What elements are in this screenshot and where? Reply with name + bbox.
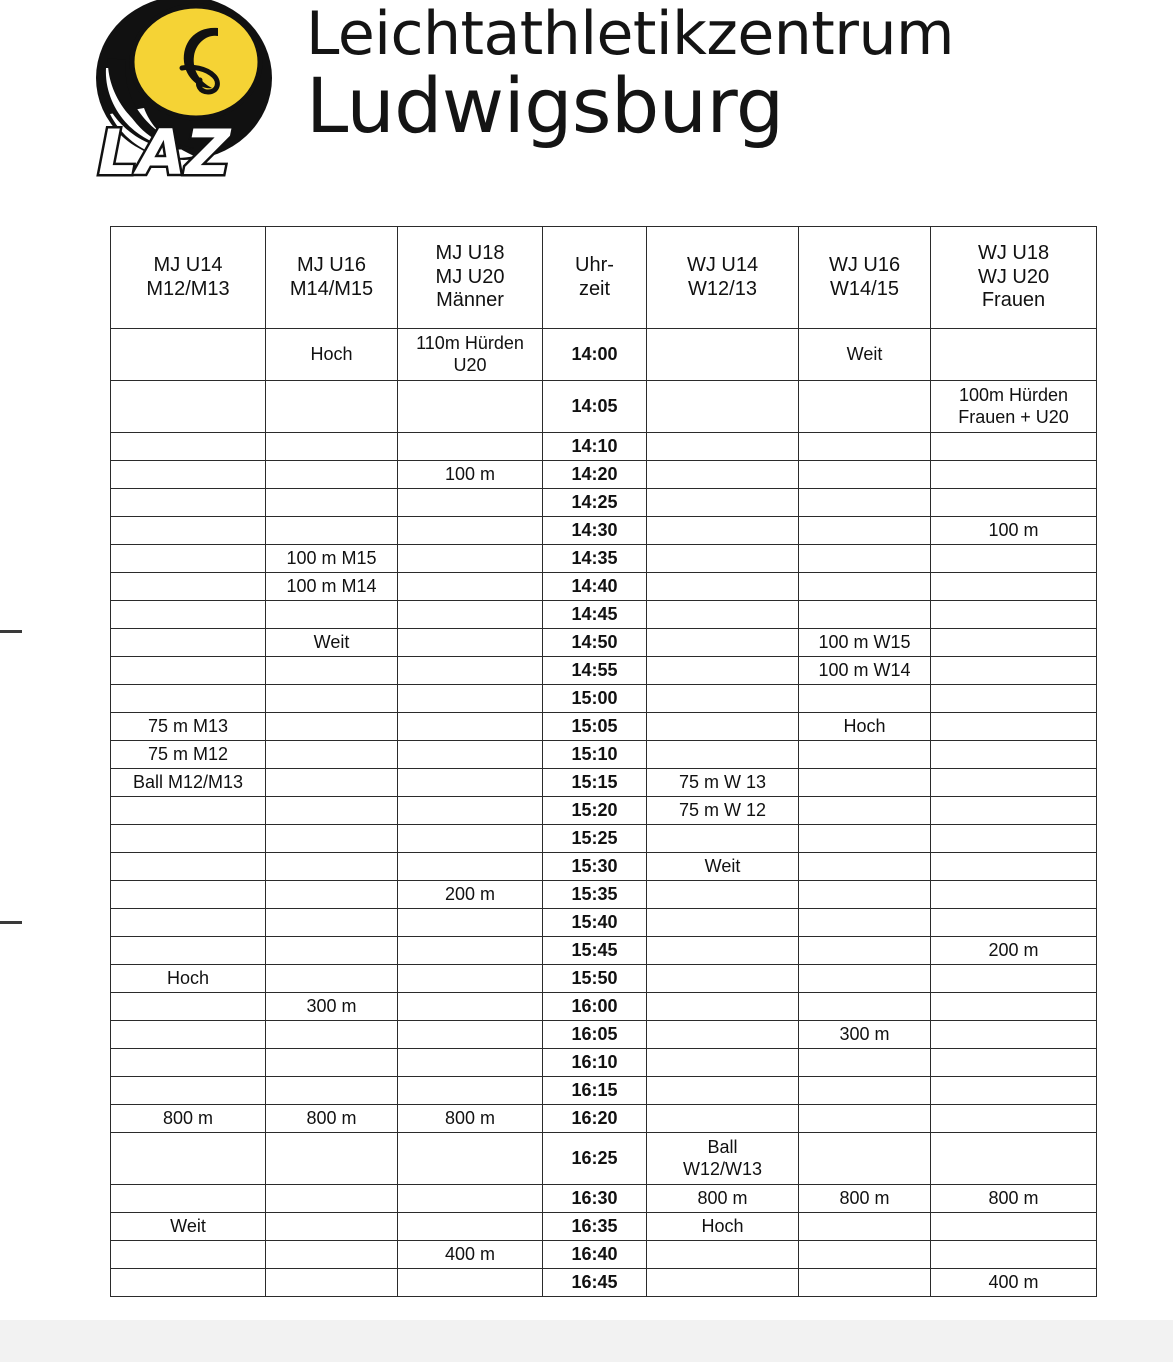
table-head — [111, 227, 1097, 329]
cell-mj-u18-u20 — [398, 1133, 543, 1185]
cell-mj-u14 — [111, 1269, 266, 1297]
laz-logo — [86, 0, 286, 196]
cell-wj-u16 — [799, 1077, 931, 1105]
cell-mj-u14 — [111, 1077, 266, 1105]
cell-wj-u16 — [799, 825, 931, 853]
cell-mj-u16 — [266, 1077, 398, 1105]
cell-mj-u16 — [266, 433, 398, 461]
cell-time: 16:05 — [543, 1021, 647, 1049]
title-block — [306, 0, 954, 151]
cell-wj-u18-u20: 800 m — [931, 1185, 1097, 1213]
cell-mj-u16 — [266, 881, 398, 909]
cell-wj-u16 — [799, 1269, 931, 1297]
cell-wj-u18-u20 — [931, 1105, 1097, 1133]
cell-mj-u14 — [111, 1185, 266, 1213]
col-header-mj-u14 — [111, 227, 266, 329]
cell-wj-u16 — [799, 853, 931, 881]
cell-mj-u16: 800 m — [266, 1105, 398, 1133]
cell-wj-u14 — [647, 329, 799, 381]
cell-wj-u18-u20 — [931, 545, 1097, 573]
cell-time: 15:45 — [543, 937, 647, 965]
cell-wj-u18-u20 — [931, 853, 1097, 881]
cell-wj-u16: 300 m — [799, 1021, 931, 1049]
cell-time: 16:15 — [543, 1077, 647, 1105]
col-header-mj-u16-line2: M14/M15 — [289, 277, 374, 300]
cell-time: 14:55 — [543, 657, 647, 685]
cell-wj-u16 — [799, 461, 931, 489]
cell-mj-u16 — [266, 769, 398, 797]
cell-wj-u18-u20 — [931, 769, 1097, 797]
cell-wj-u16: Hoch — [799, 713, 931, 741]
cell-mj-u14 — [111, 853, 266, 881]
col-header-uhrzeit-line1: Uhr- — [575, 253, 614, 276]
cell-mj-u16: 100 m M14 — [266, 573, 398, 601]
cell-mj-u16 — [266, 909, 398, 937]
cell-wj-u16 — [799, 797, 931, 825]
col-header-mj-u18-u20 — [398, 227, 543, 329]
cell-wj-u18-u20 — [931, 1241, 1097, 1269]
table-row — [111, 1213, 1097, 1241]
cell-time: 15:05 — [543, 713, 647, 741]
cell-mj-u16 — [266, 741, 398, 769]
cell-wj-u14 — [647, 601, 799, 629]
cell-mj-u18-u20 — [398, 657, 543, 685]
cell-wj-u18-u20 — [931, 329, 1097, 381]
cell-wj-u14: 75 m W 13 — [647, 769, 799, 797]
cell-time: 14:45 — [543, 601, 647, 629]
cell-mj-u14 — [111, 329, 266, 381]
cell-mj-u14: Hoch — [111, 965, 266, 993]
col-header-mj-u18-line3: Männer — [436, 289, 504, 312]
cell-time: 16:25 — [543, 1133, 647, 1185]
cell-time: 14:25 — [543, 489, 647, 517]
cell-wj-u14 — [647, 489, 799, 517]
col-header-mj-u18-line2: MJ U20 — [435, 265, 505, 288]
cell-wj-u18-u20: 400 m — [931, 1269, 1097, 1297]
cell-wj-u16 — [799, 1213, 931, 1241]
cell-mj-u16 — [266, 797, 398, 825]
cell-mj-u14: 800 m — [111, 1105, 266, 1133]
cell-wj-u14: 75 m W 12 — [647, 797, 799, 825]
cell-wj-u16 — [799, 937, 931, 965]
cell-wj-u14 — [647, 545, 799, 573]
cell-wj-u14 — [647, 1021, 799, 1049]
cell-wj-u14 — [647, 517, 799, 545]
cell-mj-u14: 75 m M12 — [111, 741, 266, 769]
cell-mj-u18-u20 — [398, 433, 543, 461]
cell-time: 16:30 — [543, 1185, 647, 1213]
cell-mj-u16: Hoch — [266, 329, 398, 381]
cell-mj-u18-u20: 800 m — [398, 1105, 543, 1133]
cell-wj-u14 — [647, 1105, 799, 1133]
cell-wj-u16 — [799, 517, 931, 545]
table-row — [111, 629, 1097, 657]
cell-wj-u16: 100 m W15 — [799, 629, 931, 657]
cell-mj-u16 — [266, 1269, 398, 1297]
cell-mj-u14 — [111, 517, 266, 545]
table-body — [111, 329, 1097, 1297]
cell-mj-u18-u20 — [398, 853, 543, 881]
col-header-wj-u14-line1: WJ U14 — [686, 253, 759, 276]
cell-wj-u16 — [799, 769, 931, 797]
cell-wj-u14 — [647, 1241, 799, 1269]
cell-wj-u18-u20 — [931, 881, 1097, 909]
table-row — [111, 1049, 1097, 1077]
cell-mj-u18-u20 — [398, 713, 543, 741]
cell-mj-u14 — [111, 629, 266, 657]
cell-time: 14:35 — [543, 545, 647, 573]
table-row — [111, 329, 1097, 381]
cell-wj-u14 — [647, 1269, 799, 1297]
cell-wj-u18-u20 — [931, 1133, 1097, 1185]
cell-wj-u16 — [799, 573, 931, 601]
cell-mj-u18-u20 — [398, 545, 543, 573]
cell-mj-u14 — [111, 601, 266, 629]
cell-mj-u18-u20 — [398, 517, 543, 545]
cell-mj-u18-u20 — [398, 825, 543, 853]
cell-mj-u18-u20: 100 m — [398, 461, 543, 489]
cell-wj-u18-u20 — [931, 1021, 1097, 1049]
cell-mj-u18-u20 — [398, 1049, 543, 1077]
cell-mj-u16 — [266, 853, 398, 881]
cell-mj-u18-u20 — [398, 1269, 543, 1297]
cell-wj-u18-u20 — [931, 685, 1097, 713]
cell-wj-u18-u20 — [931, 1213, 1097, 1241]
cell-wj-u16 — [799, 381, 931, 433]
cell-wj-u18-u20 — [931, 825, 1097, 853]
table-row — [111, 881, 1097, 909]
cell-mj-u14 — [111, 993, 266, 1021]
table-row — [111, 1133, 1097, 1185]
cell-wj-u18-u20: 200 m — [931, 937, 1097, 965]
cell-mj-u18-u20 — [398, 381, 543, 433]
col-header-mj-u14-line1: MJ U14 — [153, 253, 223, 276]
cell-mj-u16 — [266, 825, 398, 853]
col-header-uhrzeit-line2: zeit — [578, 277, 611, 300]
cell-wj-u14 — [647, 629, 799, 657]
table-row — [111, 937, 1097, 965]
table-row — [111, 601, 1097, 629]
cell-mj-u16 — [266, 1021, 398, 1049]
cell-wj-u14 — [647, 825, 799, 853]
cell-wj-u14 — [647, 685, 799, 713]
cell-wj-u16 — [799, 685, 931, 713]
cell-wj-u14: 800 m — [647, 1185, 799, 1213]
cell-wj-u14 — [647, 1077, 799, 1105]
cell-mj-u14 — [111, 433, 266, 461]
col-header-wj-u14 — [647, 227, 799, 329]
cell-time: 16:35 — [543, 1213, 647, 1241]
col-header-wj-u16-line2: W14/15 — [830, 277, 899, 300]
cell-mj-u14 — [111, 1133, 266, 1185]
cell-mj-u14 — [111, 489, 266, 517]
cell-mj-u14 — [111, 881, 266, 909]
cell-wj-u14 — [647, 909, 799, 937]
cell-time: 15:30 — [543, 853, 647, 881]
table-row — [111, 545, 1097, 573]
cell-mj-u16 — [266, 381, 398, 433]
table-row — [111, 461, 1097, 489]
cell-wj-u14: Hoch — [647, 1213, 799, 1241]
cell-time: 14:10 — [543, 433, 647, 461]
cell-wj-u18-u20 — [931, 993, 1097, 1021]
col-header-wj-u16 — [799, 227, 931, 329]
table-row — [111, 381, 1097, 433]
cell-time: 16:45 — [543, 1269, 647, 1297]
cell-wj-u18-u20 — [931, 657, 1097, 685]
cell-wj-u14 — [647, 713, 799, 741]
cell-wj-u14 — [647, 937, 799, 965]
cell-wj-u14 — [647, 381, 799, 433]
cell-mj-u18-u20: 110m Hürden U20 — [398, 329, 543, 381]
table-row — [111, 489, 1097, 517]
cell-wj-u18-u20 — [931, 433, 1097, 461]
logo-wordmark: LAZ — [98, 116, 231, 189]
cell-wj-u18-u20 — [931, 629, 1097, 657]
cell-wj-u16 — [799, 965, 931, 993]
cell-wj-u14 — [647, 965, 799, 993]
table-row — [111, 741, 1097, 769]
cell-mj-u16 — [266, 1213, 398, 1241]
cell-wj-u16 — [799, 881, 931, 909]
page-bottom-gutter — [0, 1320, 1173, 1362]
cell-mj-u14 — [111, 1241, 266, 1269]
table-row — [111, 965, 1097, 993]
table-row — [111, 993, 1097, 1021]
cell-mj-u14 — [111, 909, 266, 937]
cell-mj-u16 — [266, 489, 398, 517]
cell-wj-u18-u20 — [931, 741, 1097, 769]
cell-mj-u14 — [111, 685, 266, 713]
cell-wj-u16 — [799, 1049, 931, 1077]
table-row — [111, 1105, 1097, 1133]
cell-time: 15:10 — [543, 741, 647, 769]
cell-mj-u14 — [111, 1021, 266, 1049]
cell-mj-u14 — [111, 461, 266, 489]
cell-mj-u14 — [111, 825, 266, 853]
cell-time: 16:20 — [543, 1105, 647, 1133]
cell-mj-u16 — [266, 461, 398, 489]
cell-mj-u14 — [111, 1049, 266, 1077]
cell-wj-u18-u20 — [931, 1077, 1097, 1105]
col-header-mj-u16-line1: MJ U16 — [297, 253, 366, 276]
cell-mj-u14 — [111, 797, 266, 825]
document-header — [0, 0, 1173, 212]
col-header-uhrzeit — [543, 227, 647, 329]
cell-wj-u18-u20 — [931, 909, 1097, 937]
cell-time: 14:20 — [543, 461, 647, 489]
col-header-wj-u18-line2: WJ U20 — [977, 265, 1050, 288]
cell-mj-u14: 75 m M13 — [111, 713, 266, 741]
cell-mj-u18-u20 — [398, 797, 543, 825]
table-row — [111, 433, 1097, 461]
schedule-table — [110, 226, 1097, 1297]
cell-time: 16:00 — [543, 993, 647, 1021]
cell-mj-u18-u20 — [398, 1213, 543, 1241]
cell-wj-u16 — [799, 545, 931, 573]
cell-mj-u14: Ball M12/M13 — [111, 769, 266, 797]
cell-mj-u18-u20 — [398, 769, 543, 797]
cell-wj-u14 — [647, 993, 799, 1021]
cell-mj-u18-u20 — [398, 1021, 543, 1049]
col-header-wj-u18-line3: Frauen — [981, 289, 1046, 312]
cell-mj-u18-u20 — [398, 629, 543, 657]
cell-wj-u18-u20 — [931, 797, 1097, 825]
cell-mj-u16 — [266, 1049, 398, 1077]
cell-mj-u18-u20 — [398, 965, 543, 993]
cell-mj-u18-u20 — [398, 573, 543, 601]
cell-wj-u16 — [799, 1133, 931, 1185]
cell-wj-u18-u20: 100m Hürden Frauen + U20 — [931, 381, 1097, 433]
cell-mj-u18-u20 — [398, 685, 543, 713]
cell-wj-u14: Ball W12/W13 — [647, 1133, 799, 1185]
cell-mj-u18-u20 — [398, 937, 543, 965]
cell-wj-u14 — [647, 657, 799, 685]
cell-wj-u16: 100 m W14 — [799, 657, 931, 685]
cell-mj-u14 — [111, 381, 266, 433]
cell-wj-u14 — [647, 881, 799, 909]
cell-mj-u16 — [266, 657, 398, 685]
col-header-wj-u14-line2: W12/13 — [688, 277, 757, 300]
cell-mj-u18-u20 — [398, 993, 543, 1021]
table-row — [111, 1241, 1097, 1269]
table-row — [111, 657, 1097, 685]
col-header-wj-u16-line1: WJ U16 — [828, 253, 901, 276]
cell-mj-u16 — [266, 713, 398, 741]
cell-mj-u16: Weit — [266, 629, 398, 657]
cell-mj-u18-u20 — [398, 601, 543, 629]
page-title-line-2: Ludwigsburg — [306, 61, 784, 151]
cell-time: 16:40 — [543, 1241, 647, 1269]
cell-mj-u18-u20 — [398, 909, 543, 937]
cell-mj-u18-u20 — [398, 1185, 543, 1213]
table-row — [111, 685, 1097, 713]
cell-mj-u18-u20 — [398, 489, 543, 517]
cell-time: 14:00 — [543, 329, 647, 381]
cell-wj-u14 — [647, 573, 799, 601]
cell-time: 14:05 — [543, 381, 647, 433]
table-row — [111, 1269, 1097, 1297]
schedule-table-wrapper — [110, 226, 1096, 1297]
cell-time: 14:40 — [543, 573, 647, 601]
cell-mj-u16 — [266, 1185, 398, 1213]
cell-wj-u16 — [799, 601, 931, 629]
cell-wj-u14 — [647, 741, 799, 769]
cell-mj-u16: 100 m M15 — [266, 545, 398, 573]
margin-tick-lower — [0, 921, 22, 924]
cell-wj-u16 — [799, 1105, 931, 1133]
cell-time: 16:10 — [543, 1049, 647, 1077]
cell-wj-u18-u20 — [931, 1049, 1097, 1077]
cell-mj-u16 — [266, 1241, 398, 1269]
cell-wj-u18-u20 — [931, 489, 1097, 517]
cell-wj-u16 — [799, 741, 931, 769]
table-row — [111, 713, 1097, 741]
cell-mj-u16 — [266, 601, 398, 629]
cell-mj-u14: Weit — [111, 1213, 266, 1241]
col-header-wj-u18-line1: WJ U18 — [977, 242, 1050, 265]
cell-mj-u14 — [111, 573, 266, 601]
cell-wj-u16 — [799, 433, 931, 461]
table-row — [111, 1185, 1097, 1213]
cell-wj-u18-u20 — [931, 573, 1097, 601]
cell-mj-u18-u20: 400 m — [398, 1241, 543, 1269]
cell-wj-u16: 800 m — [799, 1185, 931, 1213]
col-header-wj-u18-u20 — [931, 227, 1097, 329]
cell-wj-u16 — [799, 993, 931, 1021]
cell-wj-u14 — [647, 461, 799, 489]
cell-wj-u16 — [799, 489, 931, 517]
table-row — [111, 853, 1097, 881]
cell-time: 15:25 — [543, 825, 647, 853]
cell-mj-u16: 300 m — [266, 993, 398, 1021]
cell-mj-u16 — [266, 517, 398, 545]
table-row — [111, 797, 1097, 825]
cell-wj-u16 — [799, 1241, 931, 1269]
cell-wj-u16 — [799, 909, 931, 937]
table-row — [111, 825, 1097, 853]
cell-wj-u18-u20: 100 m — [931, 517, 1097, 545]
cell-time: 15:15 — [543, 769, 647, 797]
cell-mj-u16 — [266, 965, 398, 993]
table-row — [111, 517, 1097, 545]
table-row — [111, 1021, 1097, 1049]
cell-mj-u18-u20 — [398, 1077, 543, 1105]
table-header-row — [111, 227, 1097, 329]
page-title-line-1: Leichtathletikzentrum — [306, 0, 954, 69]
cell-time: 14:50 — [543, 629, 647, 657]
cell-time: 15:40 — [543, 909, 647, 937]
table-row — [111, 573, 1097, 601]
cell-time: 15:35 — [543, 881, 647, 909]
cell-wj-u16: Weit — [799, 329, 931, 381]
cell-mj-u16 — [266, 685, 398, 713]
cell-mj-u16 — [266, 937, 398, 965]
cell-time: 15:00 — [543, 685, 647, 713]
cell-wj-u18-u20 — [931, 461, 1097, 489]
cell-wj-u18-u20 — [931, 965, 1097, 993]
cell-time: 15:20 — [543, 797, 647, 825]
cell-wj-u14 — [647, 1049, 799, 1077]
cell-mj-u18-u20 — [398, 741, 543, 769]
cell-wj-u18-u20 — [931, 601, 1097, 629]
cell-mj-u14 — [111, 937, 266, 965]
col-header-mj-u14-line2: M12/M13 — [146, 277, 230, 300]
cell-mj-u18-u20: 200 m — [398, 881, 543, 909]
margin-tick-upper — [0, 630, 22, 633]
cell-wj-u14: Weit — [647, 853, 799, 881]
col-header-mj-u16 — [266, 227, 398, 329]
cell-wj-u18-u20 — [931, 713, 1097, 741]
cell-mj-u14 — [111, 545, 266, 573]
cell-wj-u14 — [647, 433, 799, 461]
table-row — [111, 909, 1097, 937]
col-header-mj-u18-line1: MJ U18 — [435, 242, 505, 265]
cell-time: 14:30 — [543, 517, 647, 545]
cell-mj-u14 — [111, 657, 266, 685]
cell-time: 15:50 — [543, 965, 647, 993]
table-row — [111, 769, 1097, 797]
table-row — [111, 1077, 1097, 1105]
cell-mj-u16 — [266, 1133, 398, 1185]
